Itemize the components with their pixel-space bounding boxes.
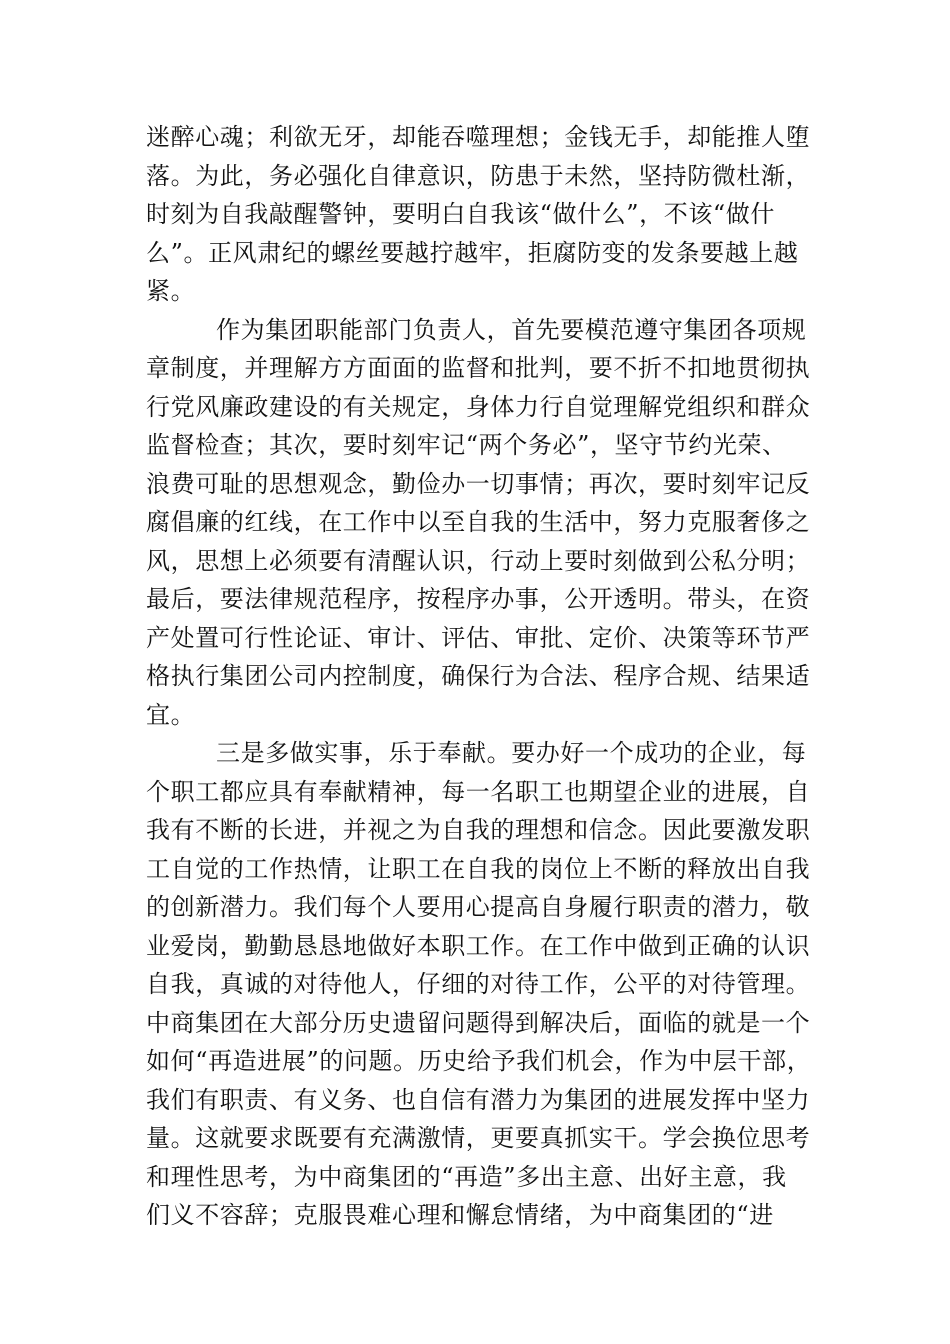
text-line: 宜。 — [146, 700, 196, 729]
text-line: 落。为此，务必强化自律意识，防患于未然，坚持防微杜渐， — [146, 161, 811, 190]
text-line: 章制度，并理解方方面面的监督和批判，要不折不扣地贯彻执 — [146, 354, 811, 382]
text-line: 量。这就要求既要有充满激情，更要真抓实干。学会换位思考 — [146, 1124, 811, 1152]
text-line: 格执行集团公司内控制度，确保行为合法、程序合规、结果适 — [146, 662, 811, 690]
text-line: 中商集团在大部分历史遗留问题得到解决后，面临的就是一个 — [146, 1008, 811, 1037]
text-line: 的创新潜力。我们每个人要用心提高自身履行职责的潜力，敬 — [146, 893, 811, 921]
text-line: 么”。正风肃纪的螺丝要越拧越牢，拒腐防变的发条要越上越 — [146, 238, 799, 267]
text-line: 浪费可耻的思想观念，勤俭办一切事情；再次，要时刻牢记反 — [146, 469, 811, 498]
paragraph — [146, 734, 812, 1235]
text-line: 如何“再造进展”的问题。历史给予我们机会，作为中层干部， — [146, 1047, 812, 1075]
text-line: 产处置可行性论证、审计、评估、审批、定价、决策等环节严 — [146, 623, 811, 652]
text-line: 作为集团职能部门负责人，首先要模范遵守集团各项规 — [216, 315, 807, 344]
text-line: 和理性思考，为中商集团的“再造”多出主意、出好主意，我 — [146, 1162, 787, 1191]
text-line: 腐倡廉的红线，在工作中以至自我的生活中，努力克服奢侈之 — [146, 508, 811, 536]
text-line: 们义不容辞；克服畏难心理和懈怠情绪，为中商集团的“进 — [146, 1201, 774, 1229]
text-line: 我有不断的长进，并视之为自我的理想和信念。因此要激发职 — [146, 816, 811, 844]
text-line: 我们有职责、有义务、也自信有潜力为集团的进展发挥中坚力 — [146, 1085, 811, 1114]
paragraph — [146, 311, 811, 735]
text-line: 监督检查；其次，要时刻牢记“两个务必”，坚守节约光荣、 — [146, 431, 787, 459]
text-line: 时刻为自我敲醒警钟，要明白自我该“做什么”，不该“做什 — [146, 200, 776, 228]
text-line: 工自觉的工作热情，让职工在自我的岗位上不断的释放出自我 — [146, 854, 811, 883]
text-line: 风，思想上必须要有清醒认识，行动上要时刻做到公私分明； — [146, 546, 811, 575]
text-line: 个职工都应具有奉献精神，每一名职工也期望企业的进展，自 — [146, 777, 811, 806]
text-line: 最后，要法律规范程序，按程序办事，公开透明。带头，在资 — [146, 585, 811, 613]
body-text — [146, 118, 812, 1235]
text-line: 行党风廉政建设的有关规定，身体力行自觉理解党组织和群众 — [146, 392, 811, 421]
text-line: 自我，真诚的对待他人，仔细的对待工作，公平的对待管理。 — [146, 970, 811, 998]
text-line: 迷醉心魂；利欲无牙，却能吞噬理想；金钱无手，却能推人堕 — [146, 123, 811, 151]
text-line: 业爱岗，勤勤恳恳地做好本职工作。在工作中做到正确的认识 — [146, 931, 811, 960]
text-line: 紧。 — [146, 277, 196, 305]
paragraph — [146, 118, 811, 311]
text-line: 三是多做实事，乐于奉献。要办好一个成功的企业，每 — [216, 739, 807, 767]
